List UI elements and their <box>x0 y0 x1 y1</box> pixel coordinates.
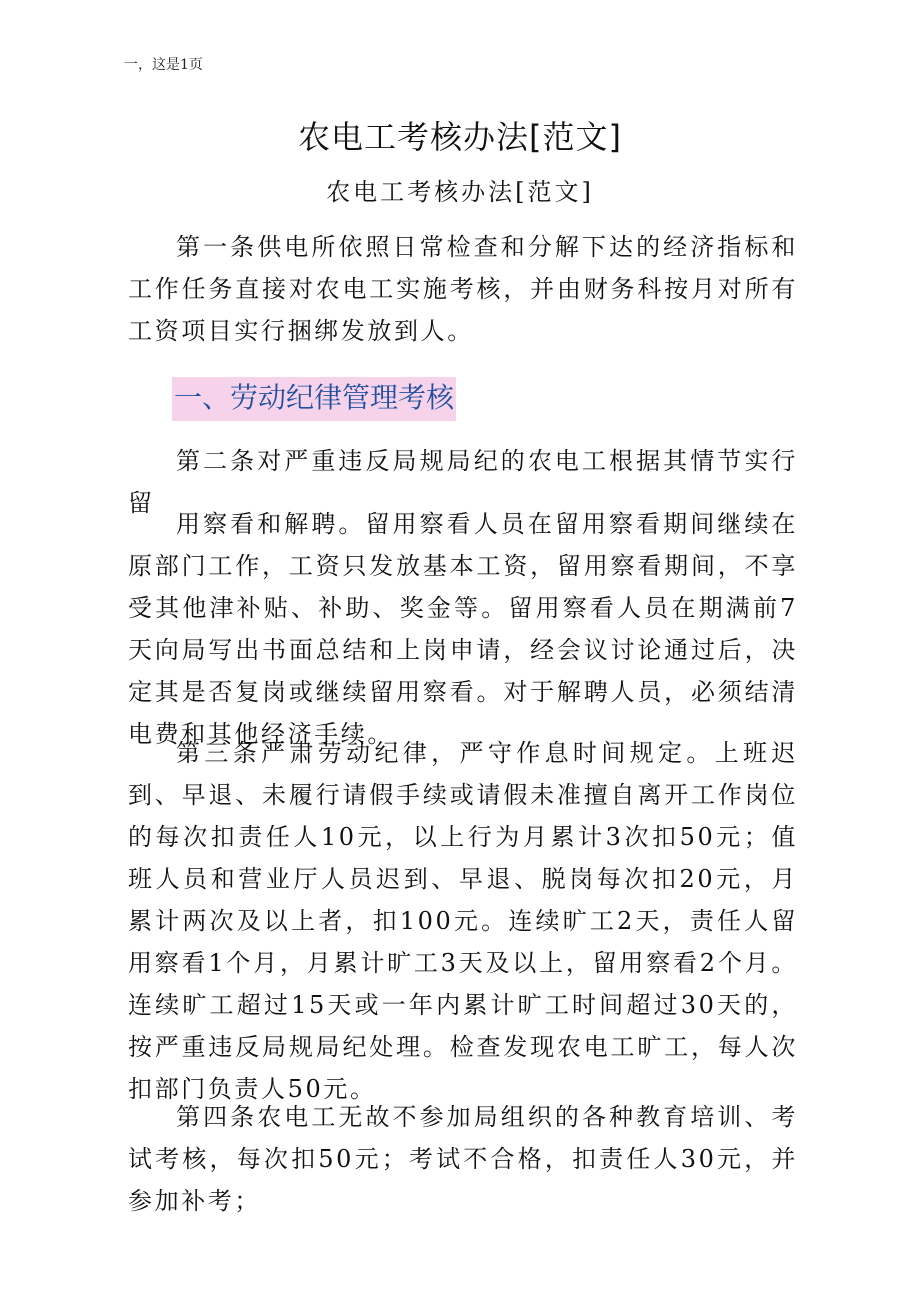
paragraph-article-1: 第一条供电所依照日常检查和分解下达的经济指标和工作任务直接对农电工实施考核，并由财务科按月对所有工资项目实行捆绑发放到人。 <box>128 233 798 345</box>
document-title: 农电工考核办法[范文] <box>298 118 622 156</box>
document-subtitle: 农电工考核办法[范文] <box>326 178 594 206</box>
paragraph-article-3: 第三条严肃劳动纪律，严守作息时间规定。上班迟到、早退、未履行请假手续或请假未准擅自离开工作岗位的每次扣责任人10元，以上行为月累计3次扣50元；值班人员和营业厅人员迟到、早退、脱岗每次扣20元，月累计两次及以上者，扣100元。连续旷工2天，责任人留用察看1个月，月累计旷工3天及以上，留用察看2个月。连续旷工超过15天或一年内累计旷工时间超过30天的，按严重违反局规局纪处理。检查发现农电工旷工，每人次扣部门负责人50元。 <box>128 739 798 1103</box>
page-header: 一，这是1页 <box>124 57 203 73</box>
paragraph-article-2-start: 第二条对严重违反局规局纪的农电工根据其情节实行留 <box>128 447 798 517</box>
paragraph-article-2-cont: 用察看和解聘。留用察看人员在留用察看期间继续在原部门工作，工资只发放基本工资，留用察看期间，不享受其他津补贴、补助、奖金等。留用察看人员在期满前7天向局写出书面总结和上岗申请，经会议讨论通过后，决定其是否复岗或继续留用察看。对于解聘人员，必须结清电费和其他经济手续。 <box>128 510 798 748</box>
paragraph-article-4: 第四条农电工无故不参加局组织的各种教育培训、考试考核，每次扣50元；考试不合格，扣责任人30元，并参加补考； <box>128 1103 798 1215</box>
section-heading: 一、劳动纪律管理考核 <box>172 377 456 421</box>
